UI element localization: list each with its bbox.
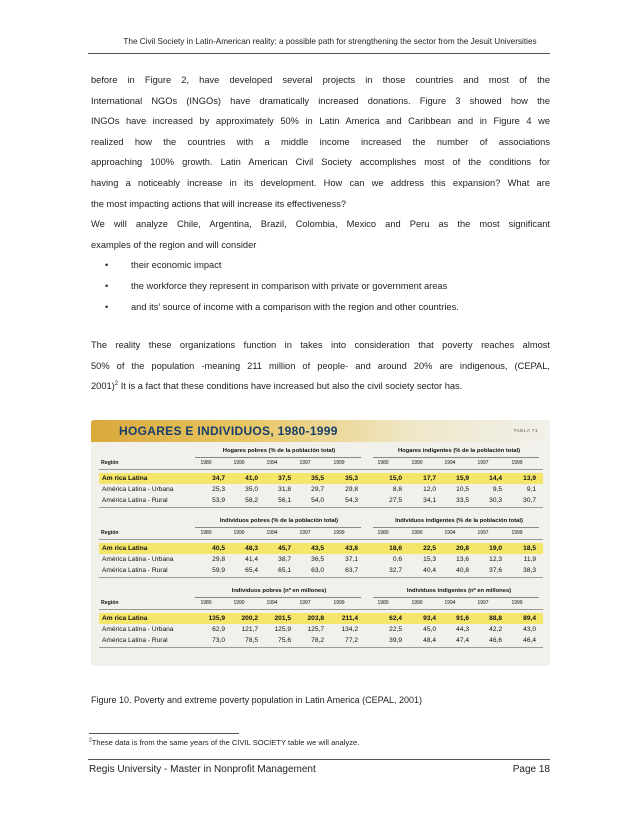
table-cell: 11,9 (523, 555, 536, 563)
row-label: América Latina - Rural (102, 636, 168, 644)
bottom-rule (99, 647, 543, 648)
table-cell: 75,6 (278, 636, 291, 644)
poverty-table-figure (91, 420, 550, 666)
group-header-right: Individuos indigentes (% de la población total) (395, 518, 523, 524)
list-item (105, 276, 550, 297)
table-cell: 77,2 (345, 636, 358, 644)
table-cell: 29,8 (212, 555, 225, 563)
list-item-text: the workforce they represent in comparison with private or government areas (131, 280, 448, 291)
text-line: approaching 100% growth. Latin American Civil Society accomplishes most of the conditions for (91, 157, 550, 168)
figure-caption: Figure 10. Poverty and extreme poverty population in Latin America (CEPAL, 2001) (91, 695, 423, 705)
table-cell: 19,0 (489, 544, 502, 552)
table-cell: 47,4 (456, 636, 469, 644)
year-header: 1999 (333, 600, 345, 606)
table-row (99, 554, 543, 565)
citation-year: 2001) (91, 381, 115, 392)
year-header: 1994 (444, 530, 456, 536)
table-cell: 135,9 (208, 614, 225, 622)
table-cell: 45,7 (278, 544, 291, 552)
table-row (99, 624, 543, 635)
group-rule (195, 597, 361, 598)
table-row (99, 495, 543, 506)
row-label: Am rica Latina (102, 614, 148, 622)
year-header: 1994 (266, 530, 278, 536)
table-block (91, 588, 550, 654)
year-header: 1990 (233, 460, 245, 466)
row-label: América Latina - Urbana (102, 625, 174, 633)
table-cell: 20,8 (456, 544, 469, 552)
group-header-right: Individuos indigentes (nº en millones) (406, 588, 512, 594)
table-cell: 35,0 (245, 485, 258, 493)
footnote-mark: 2 (89, 737, 92, 744)
table-cell: 44,3 (456, 625, 469, 633)
year-header: 1980 (377, 460, 389, 466)
table-cell: 12,0 (423, 485, 436, 493)
table-cell: 15,9 (456, 474, 469, 482)
table-cell: 33,5 (456, 496, 469, 504)
table-cell: 41,4 (245, 555, 258, 563)
table-cell: 36,5 (311, 555, 324, 563)
table-cell: 40,5 (212, 544, 225, 552)
row-label: América Latina - Rural (102, 496, 168, 504)
text-line: The reality these organizations function in takes into consideration that poverty reaches almost (91, 340, 550, 351)
table-cell: 9,5 (492, 485, 502, 493)
table-tag: TABLA 71 (513, 428, 538, 433)
table-cell: 35,3 (345, 474, 358, 482)
table-cell: 37,6 (489, 566, 502, 574)
table-cell: 54,3 (345, 496, 358, 504)
region-header: Región (101, 600, 119, 606)
body-text (91, 70, 550, 397)
text-line: International NGOs (INGOs) have dramatically increased donations. Figure 3 showed how the (91, 95, 550, 106)
year-header: 1994 (266, 600, 278, 606)
list-item (105, 255, 550, 276)
table-cell: 30,3 (489, 496, 502, 504)
table-cell: 62,4 (389, 614, 402, 622)
table-cell: 17,7 (423, 474, 436, 482)
table-cell: 42,2 (489, 625, 502, 633)
table-cell: 53,9 (212, 496, 225, 504)
table-cell: 203,8 (307, 614, 324, 622)
table-cell: 12,3 (489, 555, 502, 563)
header-rule (88, 53, 550, 54)
bottom-rule (99, 577, 543, 578)
year-header: 1997 (477, 460, 489, 466)
table-cell: 43,0 (523, 625, 536, 633)
table-cell: 15,3 (423, 555, 436, 563)
year-header: 1999 (511, 530, 523, 536)
table-cell: 39,9 (389, 636, 402, 644)
group-header-left: Hogares pobres (% de la población total) (222, 448, 336, 454)
text-line: 50% of the population -meaning 211 million of people- and around 20% are indigenous, (CEPAL, (91, 360, 550, 371)
header-rule (99, 609, 543, 610)
footer-rule (88, 759, 550, 760)
text-line: before in Figure 2, have developed several projects in those countries and most of the (91, 75, 550, 85)
table-cell: 73,0 (212, 636, 225, 644)
table-cell: 62,9 (212, 625, 225, 633)
table-cell: 43,8 (345, 544, 358, 552)
table-cell: 35,5 (311, 474, 324, 482)
year-header: 1990 (233, 600, 245, 606)
year-header: 1994 (444, 460, 456, 466)
table-cell: 48,3 (245, 544, 258, 552)
table-cell: 89,4 (523, 614, 536, 622)
year-header: 1997 (299, 460, 311, 466)
header-rule (99, 539, 543, 540)
paragraph-2 (91, 214, 550, 255)
table-cell: 91,6 (456, 614, 469, 622)
table-cell: 8,8 (392, 485, 402, 493)
table-cell: 13,6 (456, 555, 469, 563)
region-header: Región (101, 530, 119, 536)
table-cell: 0,6 (392, 555, 402, 563)
paragraph-3 (91, 335, 550, 397)
table-cell: 65,4 (245, 566, 258, 574)
table-row (99, 484, 543, 495)
table-cell: 38,7 (278, 555, 291, 563)
group-rule (373, 597, 539, 598)
footer-institution: Regis University - Master in Nonprofit Management (89, 764, 316, 775)
year-header: 1994 (266, 460, 278, 466)
text-line: INGOs have increased by approximately 50% in Latin America and Caribbean and in Figure 4 we (91, 116, 550, 127)
table-cell: 59,9 (212, 566, 225, 574)
table-cell: 10,5 (456, 485, 469, 493)
table-cell: 46,4 (523, 636, 536, 644)
group-rule (195, 457, 361, 458)
table-cell: 56,1 (278, 496, 291, 504)
group-rule (373, 527, 539, 528)
table-cell: 54,0 (311, 496, 324, 504)
table-cell: 201,5 (274, 614, 291, 622)
year-header: 1980 (200, 460, 212, 466)
table-cell: 58,2 (245, 496, 258, 504)
table-cell: 22,5 (423, 544, 436, 552)
running-header: The Civil Society in Latin-American reality: a possible path for strengthening the sector from the Jesuit Universities (123, 37, 537, 46)
row-label: América Latina - Rural (102, 566, 168, 574)
table-block (91, 448, 550, 514)
bullet-icon: • (105, 260, 109, 271)
table-cell: 27,5 (389, 496, 402, 504)
table-cell: 93,4 (423, 614, 436, 622)
figure-title (119, 424, 338, 438)
region-header: Región (101, 460, 119, 466)
table-cell: 46,6 (489, 636, 502, 644)
table-cell: 29,8 (345, 485, 358, 493)
table-cell: 25,3 (212, 485, 225, 493)
table-cell: 13,9 (523, 474, 536, 482)
table-cell: 34,1 (423, 496, 436, 504)
table-cell: 9,1 (526, 485, 536, 493)
list-item-text: and its’ source of income with a comparison with the region and other countries. (131, 301, 459, 312)
table-row (99, 473, 543, 484)
bullet-list (91, 255, 550, 317)
table-cell: 63,7 (345, 566, 358, 574)
table-row (99, 565, 543, 576)
table-cell: 134,2 (341, 625, 358, 633)
footnote-reference[interactable]: 2 (114, 381, 119, 388)
list-item (105, 297, 550, 318)
table-cell: 32,7 (389, 566, 402, 574)
text-line: realized how the countries with a middle income increased the number of associations (91, 136, 550, 147)
group-rule (195, 527, 361, 528)
table-cell: 37,1 (345, 555, 358, 563)
table-cell: 38,3 (523, 566, 536, 574)
table-cell: 78,5 (245, 636, 258, 644)
table-cell: 29,7 (311, 485, 324, 493)
year-header: 1990 (411, 600, 423, 606)
table-row (99, 613, 543, 624)
table-cell: 125,9 (274, 625, 291, 633)
text-line: We will analyze Chile, Argentina, Brazil, Colombia, Mexico and Peru as the most significant (91, 219, 550, 230)
table-cell: 121,7 (241, 625, 258, 633)
bottom-rule (99, 507, 543, 508)
year-header: 1999 (333, 530, 345, 536)
table-cell: 14,4 (489, 474, 502, 482)
group-header-right: Hogares indigentes (% de la población total) (397, 448, 521, 454)
table-cell: 88,8 (489, 614, 502, 622)
year-header: 1990 (411, 530, 423, 536)
year-header: 1997 (477, 530, 489, 536)
table-cell: 45,0 (423, 625, 436, 633)
table-cell: 30,7 (523, 496, 536, 504)
year-header: 1999 (333, 460, 345, 466)
year-header: 1997 (477, 600, 489, 606)
table-row (99, 635, 543, 646)
text-line: examples of the region and will consider (91, 239, 257, 250)
text-line (91, 376, 550, 397)
table-cell: 18,6 (389, 544, 402, 552)
table-block (91, 518, 550, 584)
year-header: 1997 (299, 600, 311, 606)
group-rule (373, 457, 539, 458)
table-cell: 40,4 (423, 566, 436, 574)
row-label: Am rica Latina (102, 544, 148, 552)
table-cell: 78,2 (311, 636, 324, 644)
table-cell: 18,5 (523, 544, 536, 552)
footnote-rule (89, 733, 239, 734)
year-header: 1997 (299, 530, 311, 536)
paragraph-1 (91, 70, 550, 214)
year-header: 1980 (200, 530, 212, 536)
group-header-left: Individuos pobres (nº en millones) (231, 588, 327, 594)
year-header: 1994 (444, 600, 456, 606)
bullet-icon: • (105, 301, 109, 312)
year-header: 1999 (511, 460, 523, 466)
year-header: 1980 (377, 530, 389, 536)
table-cell: 48,4 (423, 636, 436, 644)
table-cell: 200,2 (241, 614, 258, 622)
table-cell: 40,8 (456, 566, 469, 574)
year-header: 1980 (200, 600, 212, 606)
list-item-text: their economic impact (131, 260, 222, 271)
table-row (99, 543, 543, 554)
sentence-text: It is a fact that these conditions have increased but also the civil society sector has. (118, 381, 463, 392)
table-cell: 34,7 (212, 474, 225, 482)
table-cell: 125,7 (307, 625, 324, 633)
header-rule (99, 469, 543, 470)
row-label: Am rica Latina (102, 474, 148, 482)
table-cell: 43,5 (311, 544, 324, 552)
group-header-left: Individuos pobres (% de la población total) (219, 518, 339, 524)
table-cell: 22,5 (389, 625, 402, 633)
table-cell: 37,5 (278, 474, 291, 482)
figure-title-main: HOGARES E INDIVIDUOS, (119, 424, 278, 438)
year-header: 1990 (411, 460, 423, 466)
bullet-icon: • (105, 280, 109, 291)
table-cell: 63,0 (311, 566, 324, 574)
text-line: the most impacting actions that will increase its effectiveness? (91, 198, 347, 209)
text-line: having a noticeably increase in its development. How can we address this expansion? What are (91, 177, 550, 188)
row-label: América Latina - Urbana (102, 485, 174, 493)
footnote (89, 738, 359, 747)
year-header: 1990 (233, 530, 245, 536)
figure-title-years: 1980-1999 (277, 424, 338, 438)
table-cell: 31,8 (278, 485, 291, 493)
page-number: Page 18 (512, 764, 550, 775)
table-cell: 211,4 (341, 614, 358, 622)
row-label: América Latina - Urbana (102, 555, 174, 563)
table-cell: 65,1 (278, 566, 291, 574)
table-cell: 41,0 (245, 474, 258, 482)
year-header: 1980 (377, 600, 389, 606)
year-header: 1999 (511, 600, 523, 606)
footnote-text: These data is from the same years of the CIVIL SOCIETY table we will analyze. (91, 738, 360, 747)
table-cell: 15,0 (389, 474, 402, 482)
